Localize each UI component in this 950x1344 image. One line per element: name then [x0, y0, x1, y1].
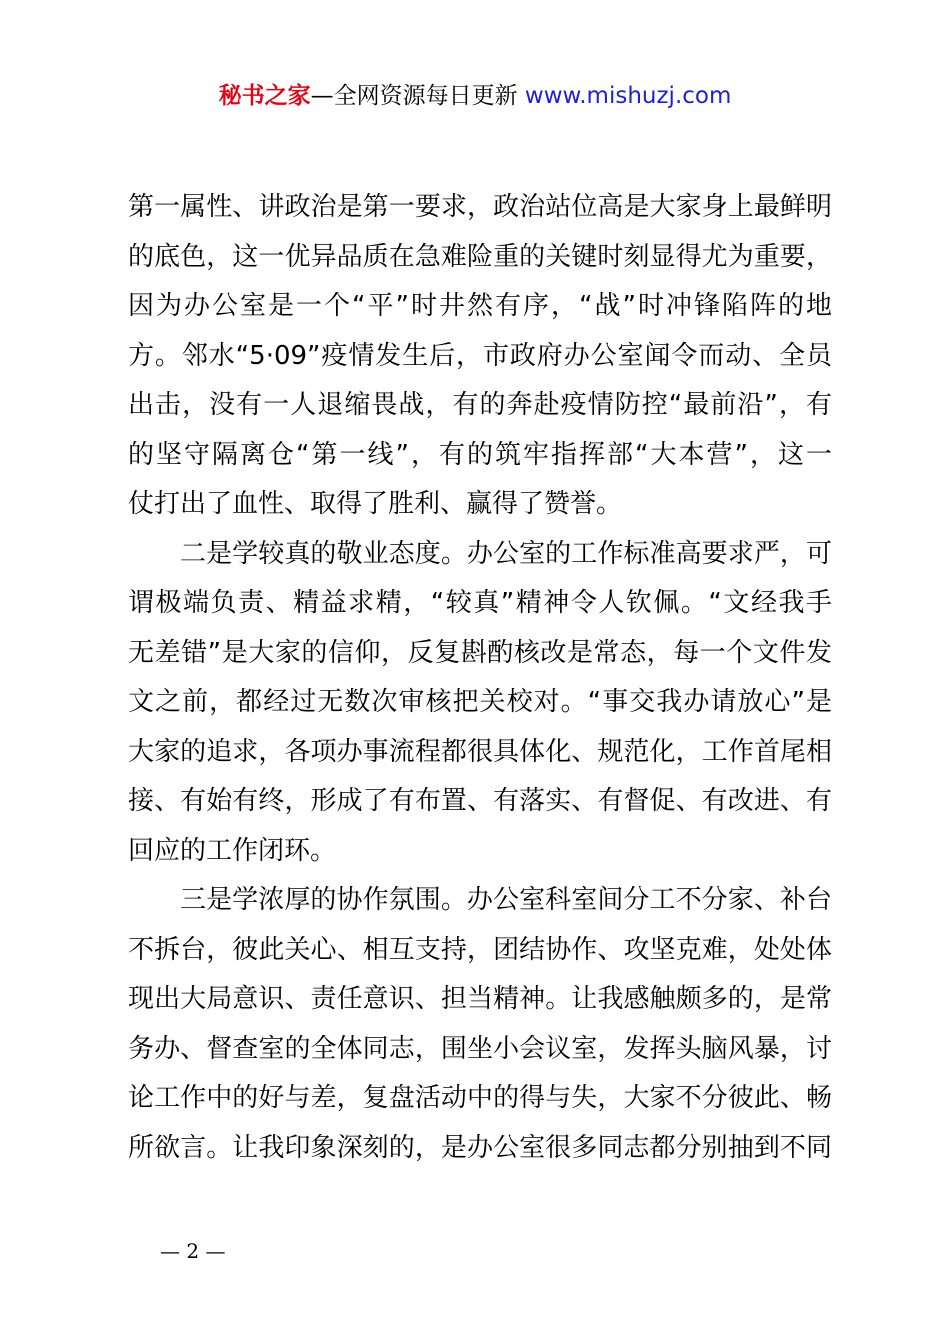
text-line: 大家的追求，各项办事流程都很具体化、规范化，工作首尾相: [128, 736, 832, 767]
site-slogan: —全网资源每日更新: [310, 83, 525, 109]
text-line: 务办、督查室的全体同志，围坐小会议室，发挥头脑风暴，讨: [128, 1033, 832, 1064]
paragraph-first-line: 二是学较真的敬业态度。办公室的工作标准高要求严，可: [180, 538, 832, 569]
text-line: 文之前，都经过无数次审核把关校对。“事交我办请放心”是: [128, 687, 832, 717]
document-body: [128, 183, 832, 1173]
text-line: 不拆台，彼此关心、相互支持，团结协作、攻坚克难，处处体: [128, 934, 832, 965]
site-brand: 秘书之家: [218, 83, 311, 109]
text-line: 第一属性、讲政治是第一要求，政治站位高是大家身上最鲜明: [128, 192, 832, 222]
text-line: 因为办公室是一个“平”时井然有序，“战”时冲锋陷阵的地: [128, 291, 832, 321]
text-line: 回应的工作闭环。: [128, 835, 337, 866]
text-line: 出击，没有一人退缩畏战，有的奔赴疫情防控“最前沿”，有: [128, 390, 832, 420]
text-line: 的坚守隔离仓“第一线”，有的筑牢指挥部“大本营”，这一: [128, 439, 832, 470]
site-url-link[interactable]: www.mishuzj.com: [524, 83, 732, 109]
text-line: 方。邻水“5·09”疫情发生后，市政府办公室闻令而动、全员: [128, 340, 832, 371]
text-line: 的底色，这一优异品质在急难险重的关键时刻显得尤为重要，: [128, 241, 832, 272]
text-line: 现出大局意识、责任意识、担当精神。让我感触颇多的，是常: [128, 984, 832, 1014]
text-line: 接、有始有终，形成了有布置、有落实、有督促、有改进、有: [128, 786, 832, 816]
text-line: 仗打出了血性、取得了胜利、赢得了赞誉。: [128, 489, 623, 519]
text-line: 无差错”是大家的信仰，反复斟酌核改是常态，每一个文件发: [128, 637, 832, 668]
paragraph-first-line: 三是学浓厚的协作氛围。办公室科室间分工不分家、补台: [180, 885, 832, 915]
text-line: 所欲言。让我印象深刻的，是办公室很多同志都分别抽到不同: [128, 1132, 832, 1163]
page-number: — 2 —: [160, 1239, 226, 1263]
site-header: [0, 80, 950, 112]
text-line: 论工作中的好与差，复盘活动中的得与失，大家不分彼此、畅: [128, 1083, 832, 1113]
text-line: 谓极端负责、精益求精，“较真”精神令人钦佩。“文经我手: [128, 588, 832, 618]
